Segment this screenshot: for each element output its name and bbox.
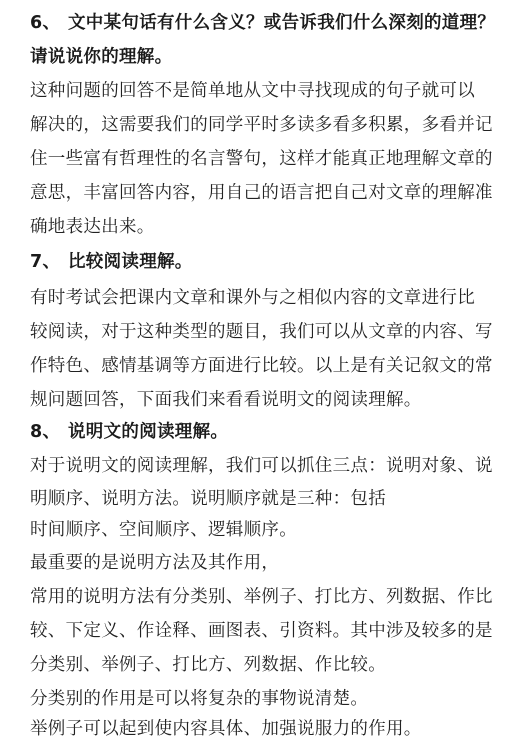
section-6-body-line-4: 意思，丰富回答内容，用自己的语言把自己对文章的理解准 <box>30 183 493 203</box>
section-6-title-line-1: 文中某句话有什么含义？或告诉我们什么深刻的道理？ <box>68 13 496 33</box>
section-7-body-line-1: 有时考试会把课内文章和课外与之相似内容的文章进行比 <box>30 288 475 308</box>
section-8-body-line-1: 对于说明文的阅读理解，我们可以抓住三点：说明对象、说 <box>30 456 493 476</box>
section-7-title: 比较阅读理解。 <box>68 252 193 272</box>
section-6-body-line-3: 住一些富有哲理性的名言警句，这样才能真正地理解文章的 <box>30 149 493 169</box>
section-8-body-line-7: 分类别、举例子、打比方、列数据、作比较。 <box>30 655 386 675</box>
section-8-body-line-6: 较、下定义、作诠释、画图表、引资料。其中涉及较多的是 <box>30 621 493 641</box>
section-8-body-line-9: 举例子可以起到使内容具体、加强说服力的作用。 <box>30 719 422 739</box>
section-8-body-line-4: 最重要的是说明方法及其作用， <box>30 553 280 573</box>
section-6-title-line-2: 请说说你的理解。 <box>30 47 173 67</box>
section-6-heading <box>30 11 498 35</box>
section-7-number: 7、 <box>30 252 61 272</box>
section-8-title: 说明文的阅读理解。 <box>68 422 229 442</box>
section-8-body-line-5: 常用的说明方法有分类别、举例子、打比方、列数据、作比 <box>30 587 493 607</box>
section-6-body-line-1: 这种问题的回答不是简单地从文中寻找现成的句子就可以 <box>30 81 475 101</box>
section-6-number: 6、 <box>30 13 61 33</box>
section-7-body-line-3: 作特色、感情基调等方面进行比较。以上是有关记叙文的常 <box>30 356 493 376</box>
section-6-body-line-5: 确地表达出来。 <box>30 217 155 237</box>
section-7-body-line-2: 较阅读，对于这种类型的题目，我们可以从文章的内容、写 <box>30 322 493 342</box>
section-8-body-line-3: 时间顺序、空间顺序、逻辑顺序。 <box>30 520 297 540</box>
section-8-body-line-2: 明顺序、说明方法。说明顺序就是三种：包括 <box>30 489 386 509</box>
section-7-heading <box>30 250 498 274</box>
section-8-heading <box>30 420 498 444</box>
section-6-body-line-2: 解决的，这需要我们的同学平时多读多看多积累，多看并记 <box>30 115 493 135</box>
section-8-body-line-8: 分类别的作用是可以将复杂的事物说清楚。 <box>30 689 369 709</box>
section-7-body-line-4: 规问题回答，下面我们来看看说明文的阅读理解。 <box>30 390 422 410</box>
section-8-number: 8、 <box>30 422 61 442</box>
